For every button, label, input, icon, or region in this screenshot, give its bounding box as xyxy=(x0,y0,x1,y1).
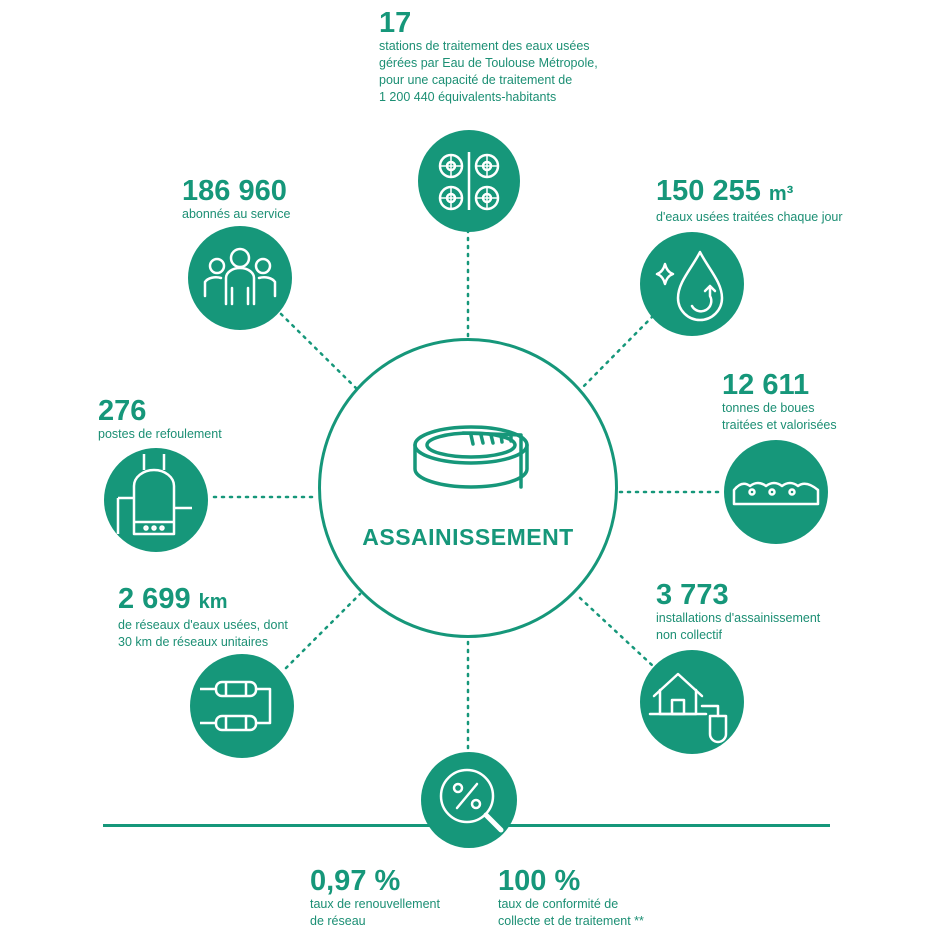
node-eaux xyxy=(640,232,744,336)
stat-description: installations d'assainissement non collectif xyxy=(656,611,821,642)
house-icon xyxy=(640,650,744,754)
stat-value: 186 960 xyxy=(182,175,287,207)
people-icon xyxy=(188,226,292,330)
center-title: ASSAINISSEMENT xyxy=(362,524,574,550)
percent-magnifier-icon xyxy=(421,752,517,848)
stat-eaux xyxy=(656,176,843,226)
stat-value: 100 % xyxy=(498,865,581,897)
stat-value: 2 699 km xyxy=(118,583,228,615)
stat-conformite xyxy=(498,866,644,930)
node-reseaux xyxy=(190,654,294,758)
node-percent xyxy=(421,752,517,848)
node-anc xyxy=(640,650,744,754)
stat-description: postes de refoulement xyxy=(98,427,222,441)
node-abonnes xyxy=(188,226,292,330)
pumping-station-icon xyxy=(104,448,208,552)
stat-value: 276 xyxy=(98,395,147,427)
stat-value: 17 xyxy=(379,7,412,39)
stat-renouvellement xyxy=(310,866,440,930)
center-circle xyxy=(318,338,618,638)
stat-description: de réseaux d'eaux usées, dont 30 km de réseaux unitaires xyxy=(118,618,288,649)
stat-description: d'eaux usées traitées chaque jour xyxy=(656,210,843,224)
pipes-icon xyxy=(190,654,294,758)
node-stations xyxy=(418,130,520,232)
treatment-station-icon xyxy=(418,130,520,232)
stat-description: abonnés au service xyxy=(182,207,291,221)
sludge-icon xyxy=(724,440,828,544)
stat-value: 3 773 xyxy=(656,579,729,611)
node-postes xyxy=(104,448,208,552)
water-drop-icon xyxy=(640,232,744,336)
stat-value: 12 611 xyxy=(722,369,810,401)
stat-description: taux de conformité de collecte et de traitement ** xyxy=(498,897,644,928)
stat-value: 0,97 % xyxy=(310,865,401,897)
stat-value: 150 255 m³ xyxy=(656,175,794,207)
stat-description: tonnes de boues traitées et valorisées xyxy=(722,401,837,432)
basin-icon xyxy=(321,341,621,641)
stat-postes xyxy=(98,396,222,443)
stat-abonnes xyxy=(182,176,290,223)
stat-boues xyxy=(722,370,837,434)
stat-description: taux de renouvellement de réseau xyxy=(310,897,440,928)
stat-reseaux xyxy=(118,584,288,651)
stat-description: stations de traitement des eaux usées gérées par Eau de Toulouse Métropole, pour une capacité de traitement de 1 200 440 équivalents-habitants xyxy=(379,39,598,104)
stat-stations xyxy=(379,8,598,106)
stat-anc xyxy=(656,580,820,644)
node-boues xyxy=(724,440,828,544)
